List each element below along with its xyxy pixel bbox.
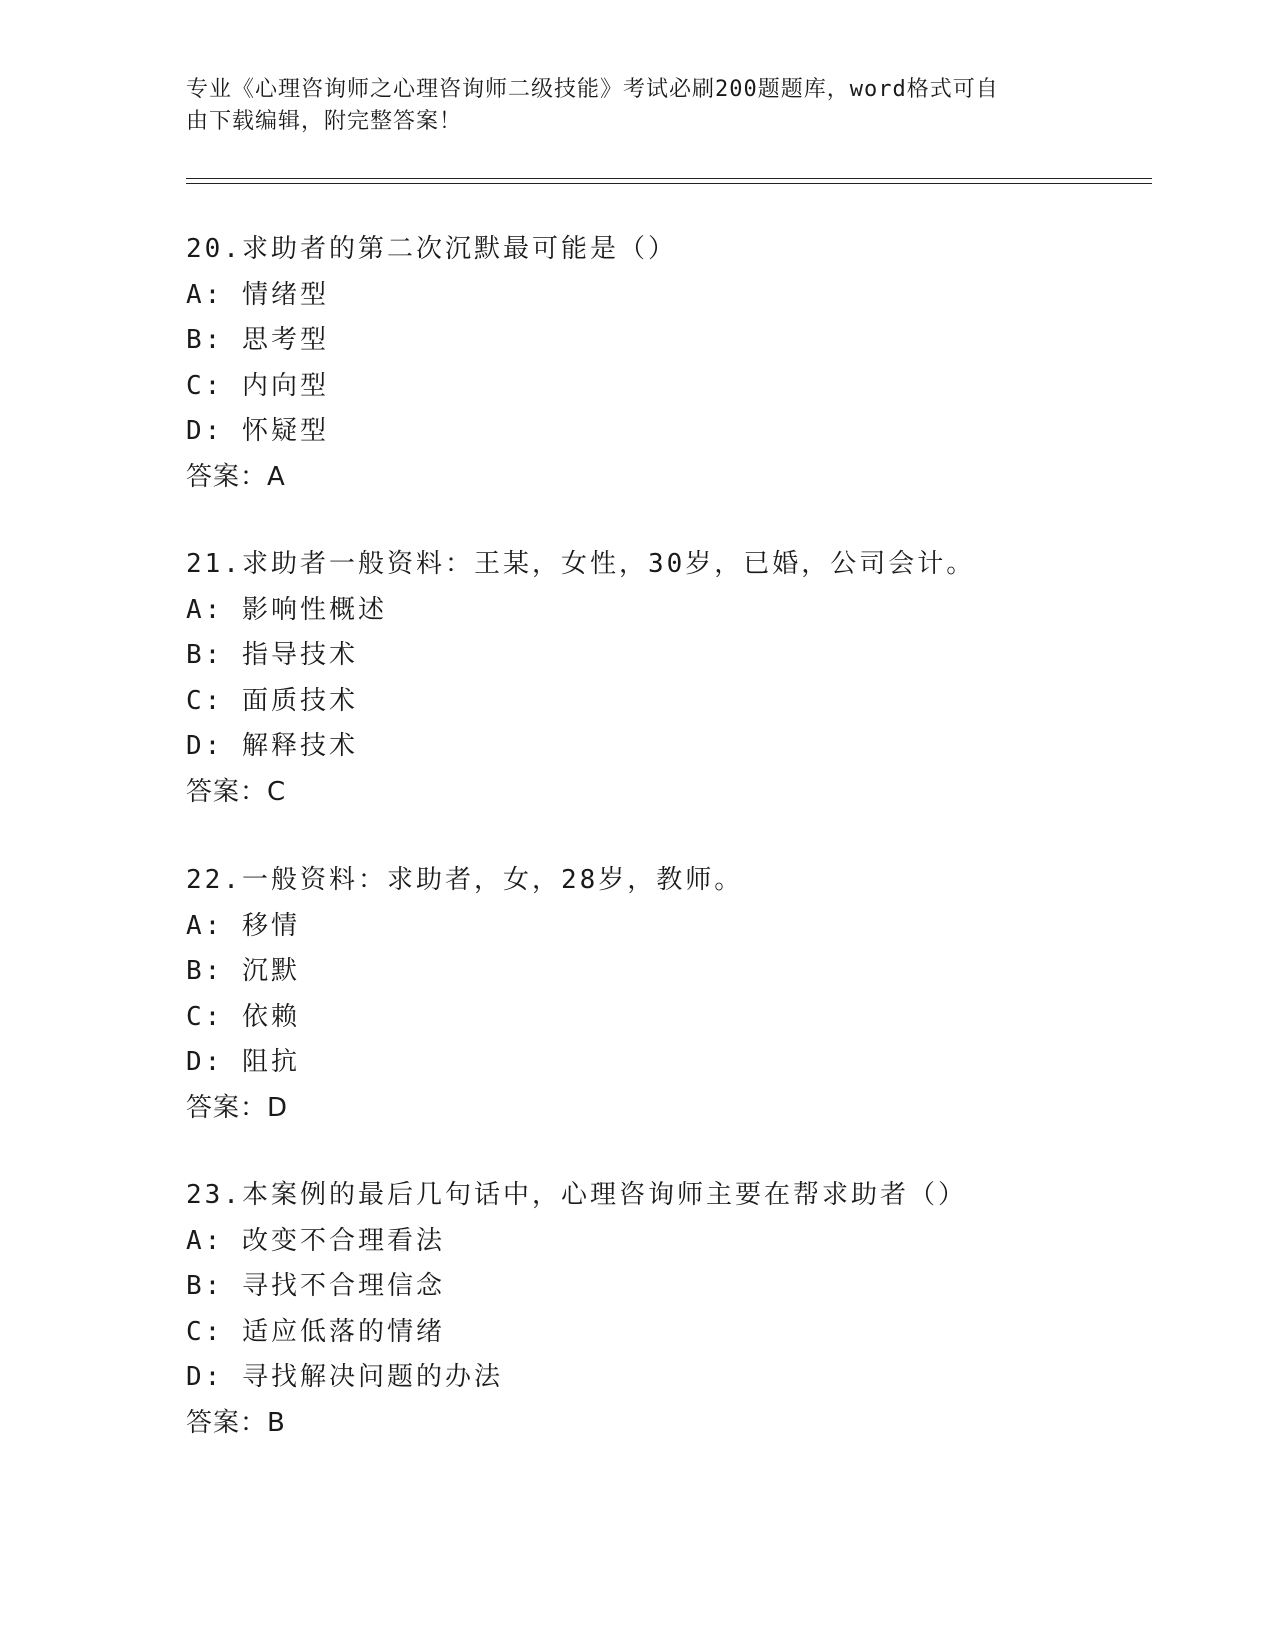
option-d: D: 阻抗	[186, 1047, 300, 1077]
option-a: A: 改变不合理看法	[186, 1225, 445, 1256]
option-b: B: 思考型	[186, 325, 329, 355]
option-a: A: 移情	[186, 910, 300, 941]
header-divider-top	[186, 178, 1152, 179]
question-stem: 23.本案例的最后几句话中，心理咨询师主要在帮求助者（）	[186, 1180, 967, 1210]
option-c: C: 适应低落的情绪	[186, 1316, 445, 1347]
question-21	[186, 542, 1146, 815]
answer-line: 答案：B	[186, 1407, 286, 1438]
question-stem: 22.一般资料：求助者，女，28岁，教师。	[186, 865, 744, 895]
header-divider-bottom	[186, 183, 1152, 184]
option-d: D: 解释技术	[186, 731, 358, 761]
option-b: B: 沉默	[186, 956, 300, 986]
question-stem: 21.求助者一般资料：王某，女性，30岁，已婚，公司会计。	[186, 549, 976, 579]
answer-line: 答案：A	[186, 461, 286, 492]
option-a: A: 影响性概述	[186, 594, 387, 625]
option-c: C: 依赖	[186, 1001, 300, 1032]
option-c: C: 内向型	[186, 370, 329, 401]
option-c: C: 面质技术	[186, 685, 358, 716]
question-23	[186, 1173, 1146, 1446]
answer-line: 答案：C	[186, 776, 287, 807]
answer-line: 答案：D	[186, 1092, 289, 1123]
question-20	[186, 227, 1146, 500]
option-b: B: 寻找不合理信念	[186, 1271, 445, 1301]
header-line-2: 由下载编辑，附完整答案！	[186, 109, 463, 134]
option-d: D: 怀疑型	[186, 416, 329, 446]
question-stem: 20.求助者的第二次沉默最可能是（）	[186, 234, 677, 264]
question-22	[186, 858, 1146, 1131]
option-b: B: 指导技术	[186, 640, 358, 670]
document-header	[186, 74, 1066, 138]
option-d: D: 寻找解决问题的办法	[186, 1362, 503, 1392]
option-a: A: 情绪型	[186, 279, 329, 310]
header-line-1: 专业《心理咨询师之心理咨询师二级技能》考试必刷200题题库，word格式可自	[186, 77, 999, 102]
